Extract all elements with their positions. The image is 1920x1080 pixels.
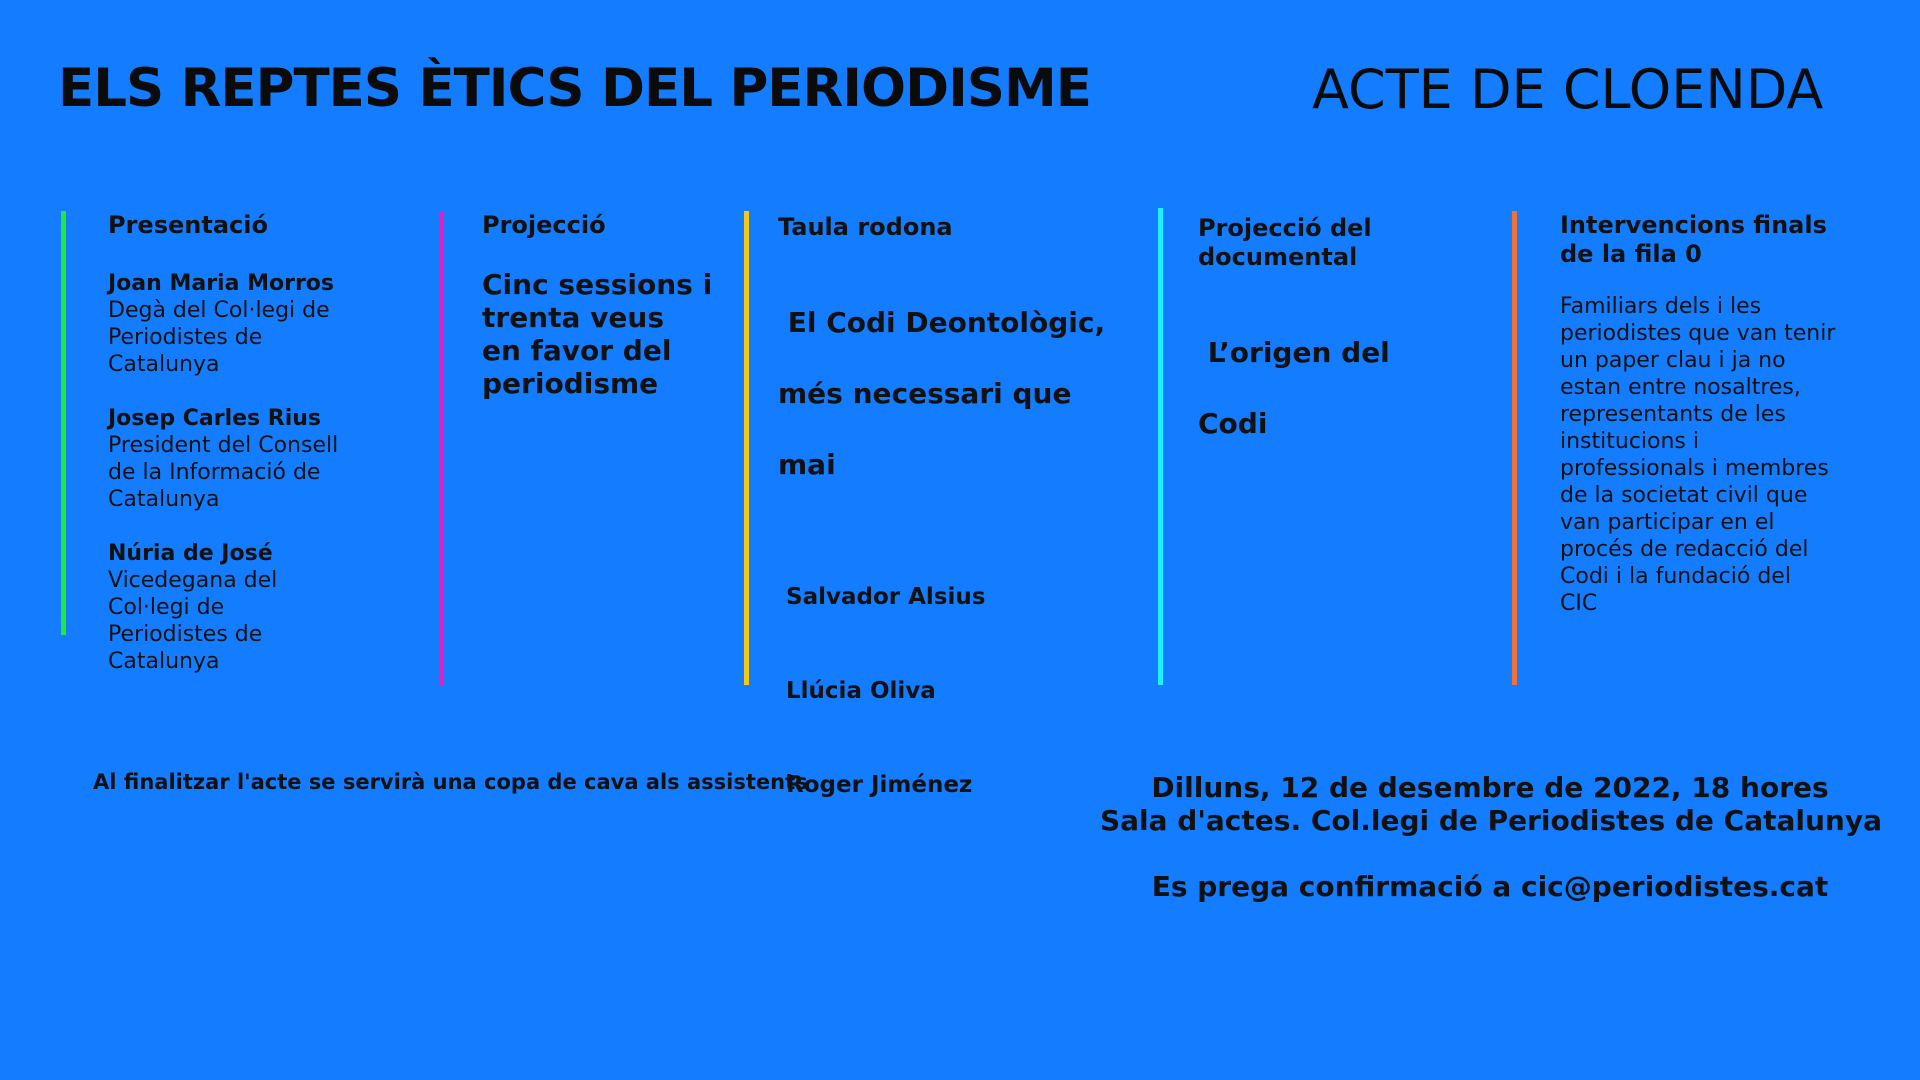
session-title (482, 268, 732, 400)
body-line: procés de redacció del (1560, 537, 1809, 562)
column-intervencions (1560, 211, 1880, 617)
divider-line-intervencions (1512, 211, 1517, 685)
column-presentacio (108, 211, 408, 675)
panelist-name: Llúcia Oliva (778, 678, 936, 704)
heading-documental-line: Projecció del (1198, 214, 1372, 242)
person-block (108, 405, 408, 513)
documentary-title-line: Codi (1198, 407, 1268, 440)
documentary-title (1198, 298, 1488, 478)
body-line: institucions i (1560, 429, 1700, 454)
debate-title-line: més necessari que (778, 377, 1072, 410)
body-line: Familiars dels i les (1560, 294, 1762, 319)
session-title-line: en favor del (482, 334, 672, 367)
divider-line-presentacio (61, 211, 66, 635)
body-line: van participar en el (1560, 510, 1775, 535)
column-taula-rodona (778, 213, 1138, 837)
footer-note: Al finalitzar l'acte se servirà una copa de cava als assistents (93, 770, 808, 794)
heading-intervencions-line: Intervencions finals (1560, 211, 1827, 239)
heading-documental-line: documental (1198, 243, 1358, 271)
body-line: un paper clau i ja no (1560, 348, 1786, 373)
person-role: Catalunya (108, 352, 220, 377)
session-title-line: Cinc sessions i (482, 268, 713, 301)
divider-line-taula (744, 211, 749, 685)
person-role: Catalunya (108, 487, 220, 512)
intervencions-body (1560, 293, 1880, 617)
column-projeccio (482, 211, 732, 400)
person-name: Joan Maria Morros (108, 271, 335, 296)
body-line: periodistes que van tenir (1560, 321, 1836, 346)
rsvp-line: Es prega confirmació a cic@periodistes.cat (1151, 870, 1829, 903)
body-line: estan entre nosaltres, (1560, 375, 1801, 400)
person-role: Periodistes de (108, 325, 263, 350)
body-line: de la societat civil que (1560, 483, 1808, 508)
heading-intervencions-line: de la fila 0 (1560, 240, 1702, 268)
debate-title-line: mai (778, 448, 836, 481)
divider-line-projeccio (439, 211, 444, 685)
documentary-title-line: L’origen del (1198, 336, 1390, 369)
body-line: representants de les (1560, 402, 1786, 427)
person-role: Col·legi de (108, 595, 225, 620)
event-venue: Sala d'actes. Col.legi de Periodistes de Catalunya (1100, 804, 1882, 837)
column-documental (1198, 214, 1488, 478)
session-title-line: periodisme (482, 367, 659, 400)
person-role: Catalunya (108, 649, 220, 674)
person-role: President del Consell (108, 433, 339, 458)
panelist-name: Roger Jiménez (778, 772, 973, 798)
debate-title (778, 268, 1138, 519)
page-title: ELS REPTES ÈTICS DEL PERIODISME (58, 58, 1091, 119)
panelist-list (778, 545, 1138, 837)
body-line: professionals i membres (1560, 456, 1829, 481)
body-line: CIC (1560, 591, 1598, 616)
heading-taula-rodona: Taula rodona (778, 213, 953, 241)
page-subtitle: ACTE DE CLOENDA (1312, 58, 1824, 121)
person-name: Josep Carles Rius (108, 406, 322, 431)
person-role: Vicedegana del (108, 568, 278, 593)
person-name: Núria de José (108, 541, 273, 566)
person-role: de la Informació de (108, 460, 321, 485)
panelist-name: Salvador Alsius (778, 584, 986, 610)
event-date: Dilluns, 12 de desembre de 2022, 18 hores (1151, 771, 1829, 804)
person-role: Periodistes de (108, 622, 263, 647)
person-block (108, 270, 408, 378)
heading-presentacio: Presentació (108, 211, 268, 239)
heading-projeccio: Projecció (482, 211, 606, 239)
person-block (108, 540, 408, 675)
body-line: Codi i la fundació del (1560, 564, 1791, 589)
person-role: Degà del Col·legi de (108, 298, 330, 323)
divider-line-documental (1158, 208, 1163, 685)
debate-title-line: El Codi Deontològic, (778, 306, 1106, 339)
session-title-line: trenta veus (482, 301, 664, 334)
